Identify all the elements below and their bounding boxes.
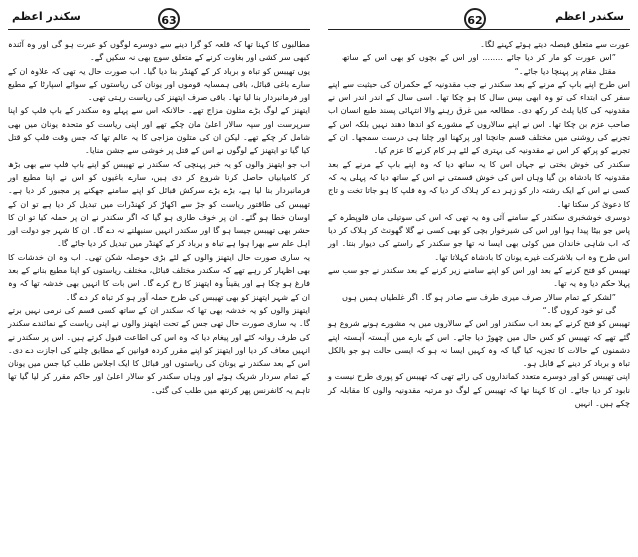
paragraph: تھیبس کو فتح کرنے کے بعد اور اس کو اپنے سامنے زیر کرنے کے بعد سکندر نے جو سب سے پہلا حکم دیا وہ یہ تھا۔ [328,265,630,289]
paragraph: عورت سے متعلق فیصلہ دیتے ہوئے کہنے لگا۔ [480,39,630,49]
paragraph: اس طرح اپنے باپ کے مرنے کے بعد سکندر نے جب مقدونیہ کے حکمران کی حیثیت سے اپنے سفر کی ابتداء کی تو وہ ابھی بیس سال کا ہو چکا تھا۔ اسی سال کے اندر اندر اس نے مقدونیہ کی کایا پلٹ کر رکھ دی۔ مطالعہ میں غرق رہنے والا انتہائی پسند طبع انسان اب صاحب عزم بن چکا تھا۔ اس نے اپنے سالاروں کے مشورے کو اندھا دھند نہیں بلکہ اس کے تجربے کی روشنی میں مختلف قسم جانچنا اور پرکھنا اور چلنا ہی درست سمجھا۔ ان کے تجربے کو پرکھ کر اس نے مقدونیہ کی بہتری کے لئے ہر کام کرنے کا عزم کیا۔ [328,78,630,156]
running-title: سکندر اعظم [12,10,81,23]
page-number: 62 [464,8,486,30]
paragraph: سکندر کی خوش بختی نے جہاں اس کا یہ ساتھ دیا کہ وہ اپنے باپ کے مرنے کے بعد مقدونیہ کا بادشاہ بن گیا وہاں اس کی خوش قسمتی نے اس کے ساتھ دیا کہ پہلی یہ کہ کسی نے اس کے ایک رشتہ دار کو زہر دے کر ہلاک کر دیا کہ وہ فلپ کا ہو جاتا تخت و تاج کا دعویٰ کر سکتا تھا۔ [328,158,630,209]
page-header [328,10,630,32]
paragraph: یہ ساری صورت حال ایتھنز والوں کے لئے بڑی حوصلہ شکن تھی۔ اب وہ ان خدشات کا بھی اظہار کر رہے تھے کہ سکندر مختلف قبائل، مختلف ریاستوں کو اپنا مطیع بنانے کے بعد فارغ ہو چکا ہے اور یقیناً وہ ایتھنز کا رخ کرے گا۔ اس بات کا انہیں بھی خدشہ تھا کہ وہ ان کے شہر ایتھنز کو بھی تھیبس کی طرح حملہ آور ہو کر تباہ کر دے گا۔ [8,251,310,302]
paragraph: تھیبس کو فتح کرنے کے بعد اب سکندر اور اس کے سالاروں میں یہ مشورے ہونے شروع ہو گئے تھے کہ تھیبس کو کس حال میں چھوڑ دیا جائے۔ اس کے بارے میں آہستہ آہستہ اپنے دشمنوں کے حالات کا تجزیہ کیا گیا کہ وہ کہیں ایسا نہ ہو کہ ایسی حالت ہو جو بالکل تباہ و برباد کر دینے کے قابل ہو۔ [328,318,630,369]
page-body [328,38,630,553]
quotation: ”لشکر کے تمام سالار صرف میری طرف سے صادر ہو گا۔ اگر غلطیاں ہمیں ہوں گی تو خود کروں گا۔“ [342,291,616,315]
page-body [8,38,310,553]
paragraph: اب جو ایتھنز والوں کو یہ خبر پہنچی کہ سکندر نے تھیبس کو اپنے باپ فلپ سے بھی بڑھ کر کامیابیاں حاصل کرنا شروع کر دی ہیں، سارے باغیوں کو اس نے اپنا مطیع اور فرمانبردار بنا لیا ہے، بڑے بڑے سرکش قبائل کو اپنے سامنے جھکنے پر مجبور کر دیا ہے۔ تھیبس کی طاقتور ریاست کو جڑ سے اکھاڑ کر کھنڈرات میں تبدیل کر دیا ہے تو ان کے اوسان خطا ہو گئے۔ ان پر خوف طاری ہو گیا کہ اگر سکندر نے ان پر حملہ کیا تو ان کا حشر بھی تھیبس جیسا ہو گا اور سکندر انہیں سنبھلنے نہ دے گا۔ ان کا شہر جو دولت اور اہل علم سے بھرا ہوا ہے تباہ و برباد کر کے کھنڈر میں تبدیل کر دیا جائے گا۔ [8,158,310,249]
paragraph: ایتھنز والوں کو یہ خدشہ بھی تھا کہ سکندر ان کے ساتھ کسی قسم کی نرمی نہیں برتے گا۔ یہ ساری صورت حال تھی جس کے تحت ایتھنز والوں نے اپنی ریاست کے نمائندے سکندر کی طرف روانہ کئے اور پیغام دیا کہ وہ اس کی اطاعت قبول کرتے ہیں۔ اس پر سکندر نے انہیں معاف کر دیا اور ایتھنز کو اپنے مقرر کردہ قوانین کے مطابق چلنے کی اجازت دے دی۔ اس کے بعد سکندر نے یونان کی ریاستوں اور قبائل کا ایک اجلاس طلب کیا جس میں یونان کے تمام سردار شریک ہوئے اور وہاں سکندر کو سالار اعلیٰ اور حاکم مقرر کر لیا گیا تھا تاہم یہ کانفرنس پھر کرنتھ میں طلب کی گئی۔ [8,304,310,395]
left-page [2,0,316,557]
header-rule [328,29,630,30]
paragraph: دوسری خوشخبری سکندر کے سامنے آئی وہ یہ تھی کہ اس کی سوتیلی ماں قلوپطرہ کے پاس جو بیٹا پیدا ہوا اور اس کی شیرخوار بچی کو بھی کسی نے گلا گھونٹ کر ہلاک کر دیا کہ اب شاہی خاندان میں کوئی بھی ایسا نہ تھا جو سکندر کے راستے کی دیوار بنتا۔ اور اس طرح وہ اب بلاشرکت غیرے یونان کا بادشاہ کہلاتا تھا۔ [328,211,630,262]
running-title: سکندر اعظم [555,10,624,23]
paragraph: مطالبوں کا کہنا تھا کہ قلعہ کو گرا دینے سے دوسرے لوگوں کو عبرت ہو گی اور وہ آئندہ کبھی سر کشی اور بغاوت کرنے کے متعلق سوچ بھی نہ سکیں گے۔ [8,39,310,63]
paragraph: اپنی تھیبس کو اور دوسرے متعدد کمانداروں کی رائے تھی کہ تھیبس کو پوری طرح نیست و نابود کر دیا جائے۔ ان کا کہنا تھا کہ تھیبس کے لوگ دو مرتبہ مقدونیہ والوں کا مقابلہ کر چکے ہیں۔ انہیں [328,371,630,409]
page-header [8,10,310,32]
right-page [322,0,636,557]
page-number: 63 [158,8,180,30]
paragraph: یوں تھیبس کو تباہ و برباد کر کے کھنڈر بنا دیا گیا۔ اب صورت حال یہ تھی کہ علاوہ ان کے سارے باغی قبائل، باقی ہمسایہ قوموں اور یونان کی ریاستوں کے سوائے اسپارٹا کے مطیع اور فرمانبردار بنا لیا تھا۔ باقی صرف ایتھنز کی ریاست رہتی تھی۔ [8,65,310,103]
paragraph: ایتھنز کے لوگ بڑے متلون مزاج تھے۔ حالانکہ اس سے پہلے وہ سکندر کے باپ فلپ کو اپنا سرپرست اور سپہ سالار اعلیٰ مان چکے تھے اور اپنی ریاست کو متحدہ یونان میں بھی شامل کر چکے تھے۔ لیکن ان کی متلون مزاجی کا یہ عالم تھا کہ جس وقت فلپ کو قتل کیا گیا تو ایتھنز کے لوگوں نے اس کے قتل پر خوشی سے جشن منایا۔ [8,105,310,156]
quotation: ”اس عورت کو مار کر دیا جائے ........ اور اس کے بچوں کو بھی اس کے ساتھ مقتل مقام پر پہنچا دیا جائے۔“ [342,52,616,76]
header-rule [8,29,310,30]
